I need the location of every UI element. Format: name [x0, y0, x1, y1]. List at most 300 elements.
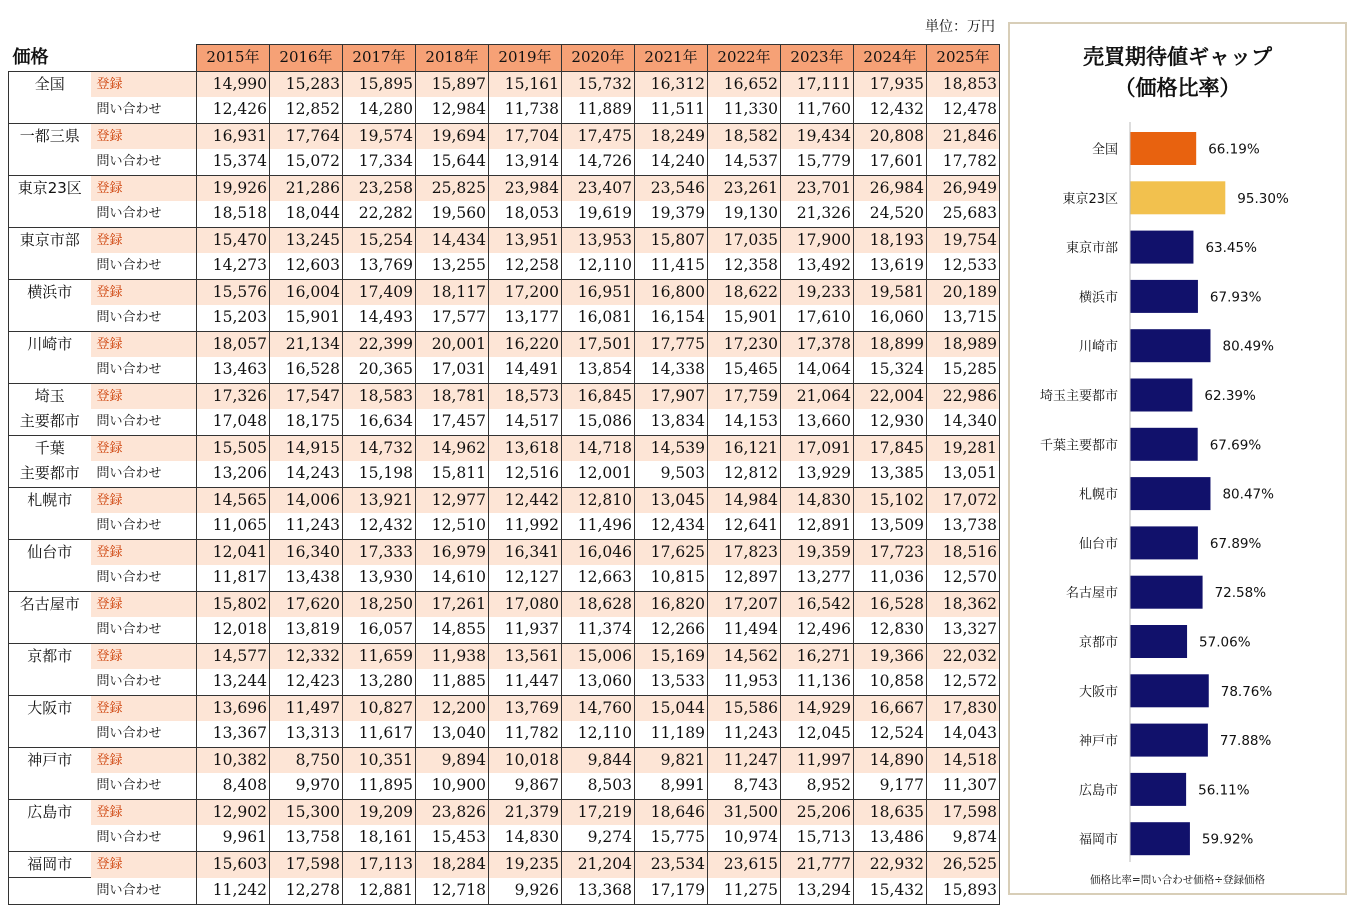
price-cell: 15,324	[854, 357, 927, 383]
bar	[1130, 428, 1198, 461]
table-header-row	[9, 45, 1000, 72]
price-cell: 13,533	[635, 669, 708, 695]
price-cell: 15,895	[343, 71, 416, 97]
price-cell: 17,219	[562, 799, 635, 825]
region-name	[9, 357, 91, 383]
price-cell: 12,432	[343, 513, 416, 539]
price-cell: 19,235	[489, 851, 562, 878]
price-cell: 12,266	[635, 617, 708, 643]
price-cell: 13,930	[343, 565, 416, 591]
price-cell: 17,179	[635, 878, 708, 905]
region-name	[9, 565, 91, 591]
price-cell: 18,635	[854, 799, 927, 825]
price-cell: 9,821	[635, 747, 708, 773]
bar	[1130, 132, 1196, 165]
price-cell: 12,572	[927, 669, 1000, 695]
price-cell: 11,374	[562, 617, 635, 643]
price-cell: 18,044	[270, 201, 343, 227]
category-label: 京都市	[1078, 635, 1118, 651]
price-cell: 12,110	[562, 253, 635, 279]
year-header: 2021年	[635, 45, 708, 72]
price-cell: 14,043	[927, 721, 1000, 747]
registered-label: 登録	[91, 227, 197, 253]
price-cell: 13,819	[270, 617, 343, 643]
price-cell: 13,738	[927, 513, 1000, 539]
price-cell: 11,496	[562, 513, 635, 539]
price-cell: 17,610	[781, 305, 854, 331]
price-cell: 19,560	[416, 201, 489, 227]
price-cell: 12,852	[270, 97, 343, 123]
price-cell: 9,961	[197, 825, 270, 851]
price-cell: 21,326	[781, 201, 854, 227]
price-cell: 10,900	[416, 773, 489, 799]
price-cell: 25,683	[927, 201, 1000, 227]
region-name	[9, 617, 91, 643]
price-cell: 14,491	[489, 357, 562, 383]
registered-label: 登録	[91, 747, 197, 773]
value-label: 56.11%	[1198, 782, 1250, 799]
category-label: 福岡市	[1078, 832, 1118, 848]
price-cell: 14,434	[416, 227, 489, 253]
price-cell: 9,177	[854, 773, 927, 799]
price-cell: 13,206	[197, 461, 270, 487]
price-cell: 26,984	[854, 175, 927, 201]
price-cell: 18,583	[343, 383, 416, 409]
category-label: 埼玉主要都市	[1039, 389, 1118, 404]
year-header: 2024年	[854, 45, 927, 72]
price-cell: 11,247	[708, 747, 781, 773]
price-cell: 24,520	[854, 201, 927, 227]
registered-label: 登録	[91, 643, 197, 669]
region-name	[9, 825, 91, 851]
price-cell: 11,330	[708, 97, 781, 123]
price-cell: 13,486	[854, 825, 927, 851]
value-label: 67.69%	[1209, 437, 1262, 454]
price-cell: 19,130	[708, 201, 781, 227]
year-header: 2019年	[489, 45, 562, 72]
price-cell: 17,475	[562, 123, 635, 149]
value-label: 95.30%	[1237, 190, 1289, 207]
price-cell: 16,121	[708, 435, 781, 461]
price-cell: 15,603	[197, 851, 270, 878]
bar	[1130, 625, 1187, 658]
price-cell: 11,243	[270, 513, 343, 539]
price-cell: 18,781	[416, 383, 489, 409]
price-cell: 14,340	[927, 409, 1000, 435]
bar	[1130, 674, 1209, 707]
category-label: 大阪市	[1078, 684, 1118, 700]
inquiry-label: 問い合わせ	[91, 669, 197, 695]
price-cell: 19,619	[562, 201, 635, 227]
bar	[1130, 329, 1210, 362]
category-label: 川崎市	[1078, 339, 1118, 355]
value-label: 80.47%	[1222, 486, 1274, 503]
price-cell: 19,379	[635, 201, 708, 227]
price-cell: 18,053	[489, 201, 562, 227]
price-cell: 17,207	[708, 591, 781, 617]
bar	[1130, 280, 1198, 313]
price-cell: 21,064	[781, 383, 854, 409]
price-cell: 13,854	[562, 357, 635, 383]
price-cell: 18,117	[416, 279, 489, 305]
price-cell: 12,110	[562, 721, 635, 747]
price-cell: 15,470	[197, 227, 270, 253]
price-cell: 13,660	[781, 409, 854, 435]
price-cell: 13,255	[416, 253, 489, 279]
price-cell: 18,573	[489, 383, 562, 409]
price-cell: 18,518	[197, 201, 270, 227]
table-row	[9, 149, 1000, 175]
price-cell: 14,855	[416, 617, 489, 643]
registered-label: 登録	[91, 71, 197, 97]
price-cell: 14,732	[343, 435, 416, 461]
region-name	[9, 201, 91, 227]
price-cell: 8,750	[270, 747, 343, 773]
price-cell: 11,494	[708, 617, 781, 643]
table-row	[9, 435, 1000, 461]
inquiry-label: 問い合わせ	[91, 97, 197, 123]
price-cell: 23,984	[489, 175, 562, 201]
price-cell: 12,524	[854, 721, 927, 747]
price-cell: 17,326	[197, 383, 270, 409]
price-cell: 13,914	[489, 149, 562, 175]
price-cell: 12,332	[270, 643, 343, 669]
price-cell: 13,561	[489, 643, 562, 669]
table-row	[9, 721, 1000, 747]
price-cell: 12,018	[197, 617, 270, 643]
category-label: 全国	[1091, 142, 1118, 158]
year-header: 2017年	[343, 45, 416, 72]
price-cell: 14,830	[781, 487, 854, 513]
price-cell: 16,154	[635, 305, 708, 331]
price-cell: 14,929	[781, 695, 854, 721]
price-cell: 12,434	[635, 513, 708, 539]
gap-bar-chart	[1010, 24, 1345, 893]
table-row	[9, 878, 1000, 905]
price-cell: 12,902	[197, 799, 270, 825]
price-cell: 14,962	[416, 435, 489, 461]
price-cell: 20,365	[343, 357, 416, 383]
bar	[1130, 773, 1186, 806]
inquiry-label: 問い合わせ	[91, 357, 197, 383]
price-cell: 10,018	[489, 747, 562, 773]
category-label: 広島市	[1078, 783, 1118, 799]
inquiry-label: 問い合わせ	[91, 617, 197, 643]
price-cell: 13,618	[489, 435, 562, 461]
price-cell: 22,032	[927, 643, 1000, 669]
region-name: 神戸市	[9, 747, 91, 773]
price-cell: 12,641	[708, 513, 781, 539]
price-cell: 18,250	[343, 591, 416, 617]
price-cell: 17,378	[781, 331, 854, 357]
bar	[1130, 576, 1203, 609]
region-name: 全国	[9, 71, 91, 97]
price-cell: 17,035	[708, 227, 781, 253]
value-label: 72.58%	[1214, 585, 1267, 602]
price-cell: 17,261	[416, 591, 489, 617]
price-cell: 12,897	[708, 565, 781, 591]
price-cell: 13,619	[854, 253, 927, 279]
price-cell: 13,367	[197, 721, 270, 747]
value-label: 59.92%	[1201, 831, 1254, 848]
price-cell: 13,244	[197, 669, 270, 695]
price-cell: 12,930	[854, 409, 927, 435]
value-label: 66.19%	[1208, 141, 1260, 158]
value-label: 77.88%	[1219, 733, 1272, 750]
price-cell: 13,492	[781, 253, 854, 279]
price-cell: 15,505	[197, 435, 270, 461]
chart-note: 価格比率=問い合わせ価格÷登録価格	[1089, 874, 1266, 886]
price-cell: 25,206	[781, 799, 854, 825]
price-cell: 13,327	[927, 617, 1000, 643]
region-name: 主要都市	[9, 409, 91, 435]
region-name: 仙台市	[9, 539, 91, 565]
table-row	[9, 513, 1000, 539]
value-label: 62.39%	[1204, 388, 1256, 404]
price-cell: 11,065	[197, 513, 270, 539]
category-label: 千葉主要都市	[1039, 438, 1118, 454]
price-cell: 9,867	[489, 773, 562, 799]
price-cell: 17,759	[708, 383, 781, 409]
table-row	[9, 747, 1000, 773]
price-cell: 10,827	[343, 695, 416, 721]
price-cell: 17,845	[854, 435, 927, 461]
price-cell: 11,782	[489, 721, 562, 747]
price-cell: 18,582	[708, 123, 781, 149]
registered-label: 登録	[91, 695, 197, 721]
price-cell: 11,937	[489, 617, 562, 643]
table-row	[9, 409, 1000, 435]
price-cell: 14,539	[635, 435, 708, 461]
price-cell: 17,598	[927, 799, 1000, 825]
price-cell: 12,432	[854, 97, 927, 123]
year-header: 2015年	[197, 45, 270, 72]
price-cell: 15,901	[708, 305, 781, 331]
table-row	[9, 695, 1000, 721]
price-cell: 12,570	[927, 565, 1000, 591]
price-cell: 12,358	[708, 253, 781, 279]
table-row	[9, 825, 1000, 851]
bar	[1130, 231, 1193, 264]
price-cell: 15,432	[854, 878, 927, 905]
registered-label: 登録	[91, 435, 197, 461]
price-cell: 11,885	[416, 669, 489, 695]
price-cell: 13,921	[343, 487, 416, 513]
price-cell: 15,644	[416, 149, 489, 175]
price-cell: 14,273	[197, 253, 270, 279]
price-cell: 19,281	[927, 435, 1000, 461]
price-cell: 12,278	[270, 878, 343, 905]
inquiry-label: 問い合わせ	[91, 721, 197, 747]
price-cell: 15,203	[197, 305, 270, 331]
price-cell: 13,769	[343, 253, 416, 279]
price-cell: 14,064	[781, 357, 854, 383]
price-cell: 23,546	[635, 175, 708, 201]
price-cell: 18,899	[854, 331, 927, 357]
price-cell: 15,893	[927, 878, 1000, 905]
price-cell: 18,193	[854, 227, 927, 253]
price-cell: 17,907	[635, 383, 708, 409]
registered-label: 登録	[91, 539, 197, 565]
region-name	[9, 669, 91, 695]
price-table	[8, 44, 1000, 905]
table-row	[9, 617, 1000, 643]
price-cell: 14,565	[197, 487, 270, 513]
price-cell: 12,423	[270, 669, 343, 695]
price-cell: 8,952	[781, 773, 854, 799]
price-cell: 11,036	[854, 565, 927, 591]
region-name	[9, 253, 91, 279]
price-cell: 17,598	[270, 851, 343, 878]
region-name: 東京市部	[9, 227, 91, 253]
bar	[1130, 477, 1210, 510]
price-cell: 26,525	[927, 851, 1000, 878]
price-cell: 15,576	[197, 279, 270, 305]
value-label: 78.76%	[1220, 683, 1273, 700]
price-cell: 13,463	[197, 357, 270, 383]
table-row	[9, 539, 1000, 565]
region-name	[9, 513, 91, 539]
price-cell: 16,312	[635, 71, 708, 97]
price-cell: 10,858	[854, 669, 927, 695]
price-cell: 23,261	[708, 175, 781, 201]
price-cell: 16,951	[562, 279, 635, 305]
chart-title-line2: （価格比率）	[1114, 76, 1241, 100]
price-cell: 17,577	[416, 305, 489, 331]
registered-label: 登録	[91, 331, 197, 357]
registered-label: 登録	[91, 851, 197, 878]
price-cell: 17,547	[270, 383, 343, 409]
price-cell: 11,307	[927, 773, 1000, 799]
table-row	[9, 175, 1000, 201]
price-cell: 17,723	[854, 539, 927, 565]
price-cell: 13,834	[635, 409, 708, 435]
price-cell: 13,051	[927, 461, 1000, 487]
price-cell: 12,891	[781, 513, 854, 539]
price-cell: 9,894	[416, 747, 489, 773]
table-row	[9, 851, 1000, 878]
price-cell: 9,503	[635, 461, 708, 487]
price-cell: 8,503	[562, 773, 635, 799]
price-cell: 15,807	[635, 227, 708, 253]
price-cell: 17,935	[854, 71, 927, 97]
price-cell: 12,718	[416, 878, 489, 905]
price-cell: 16,081	[562, 305, 635, 331]
price-cell: 13,294	[781, 878, 854, 905]
price-cell: 15,732	[562, 71, 635, 97]
price-cell: 15,374	[197, 149, 270, 175]
price-cell: 12,810	[562, 487, 635, 513]
table-header-label: 価格	[12, 47, 49, 68]
price-cell: 17,764	[270, 123, 343, 149]
price-cell: 17,072	[927, 487, 1000, 513]
category-label: 神戸市	[1078, 734, 1118, 750]
price-cell: 15,901	[270, 305, 343, 331]
registered-label: 登録	[91, 591, 197, 617]
price-cell: 14,562	[708, 643, 781, 669]
price-cell: 14,338	[635, 357, 708, 383]
price-cell: 17,113	[343, 851, 416, 878]
price-cell: 13,368	[562, 878, 635, 905]
price-cell: 15,169	[635, 643, 708, 669]
price-cell: 12,045	[781, 721, 854, 747]
table-row	[9, 591, 1000, 617]
price-cell: 19,233	[781, 279, 854, 305]
price-cell: 12,812	[708, 461, 781, 487]
category-label: 東京23区	[1062, 191, 1118, 207]
price-cell: 17,782	[927, 149, 1000, 175]
price-cell: 16,542	[781, 591, 854, 617]
price-cell: 12,881	[343, 878, 416, 905]
year-header: 2020年	[562, 45, 635, 72]
price-cell: 14,718	[562, 435, 635, 461]
price-cell: 12,200	[416, 695, 489, 721]
price-cell: 21,286	[270, 175, 343, 201]
year-header: 2025年	[927, 45, 1000, 72]
price-cell: 12,426	[197, 97, 270, 123]
price-cell: 15,161	[489, 71, 562, 97]
price-cell: 22,004	[854, 383, 927, 409]
registered-label: 登録	[91, 383, 197, 409]
price-cell: 14,990	[197, 71, 270, 97]
price-cell: 11,895	[343, 773, 416, 799]
table-row	[9, 357, 1000, 383]
table-row	[9, 305, 1000, 331]
price-cell: 18,161	[343, 825, 416, 851]
price-cell: 18,853	[927, 71, 1000, 97]
price-cell: 17,031	[416, 357, 489, 383]
value-label: 67.93%	[1209, 289, 1262, 306]
price-cell: 17,601	[854, 149, 927, 175]
price-cell: 22,986	[927, 383, 1000, 409]
price-cell: 15,453	[416, 825, 489, 851]
price-cell: 15,198	[343, 461, 416, 487]
price-cell: 11,938	[416, 643, 489, 669]
price-cell: 19,694	[416, 123, 489, 149]
price-cell: 16,931	[197, 123, 270, 149]
region-name	[9, 149, 91, 175]
inquiry-label: 問い合わせ	[91, 565, 197, 591]
table-row	[9, 97, 1000, 123]
price-cell: 11,242	[197, 878, 270, 905]
price-cell: 15,713	[781, 825, 854, 851]
chart-title-line1: 売買期待値ギャップ	[1083, 45, 1272, 69]
price-cell: 8,743	[708, 773, 781, 799]
price-cell: 12,977	[416, 487, 489, 513]
price-cell: 14,280	[343, 97, 416, 123]
price-cell: 17,830	[927, 695, 1000, 721]
price-cell: 14,153	[708, 409, 781, 435]
inquiry-label: 問い合わせ	[91, 825, 197, 851]
price-cell: 15,897	[416, 71, 489, 97]
table-row	[9, 487, 1000, 513]
price-cell: 15,006	[562, 643, 635, 669]
registered-label: 登録	[91, 175, 197, 201]
price-cell: 23,534	[635, 851, 708, 878]
price-cell: 13,245	[270, 227, 343, 253]
price-cell: 12,478	[927, 97, 1000, 123]
price-cell: 18,628	[562, 591, 635, 617]
price-cell: 12,258	[489, 253, 562, 279]
price-cell: 13,696	[197, 695, 270, 721]
price-cell: 17,048	[197, 409, 270, 435]
price-cell: 8,408	[197, 773, 270, 799]
price-cell: 14,760	[562, 695, 635, 721]
bar	[1130, 724, 1208, 757]
price-cell: 18,646	[635, 799, 708, 825]
price-cell: 13,040	[416, 721, 489, 747]
region-name: 主要都市	[9, 461, 91, 487]
